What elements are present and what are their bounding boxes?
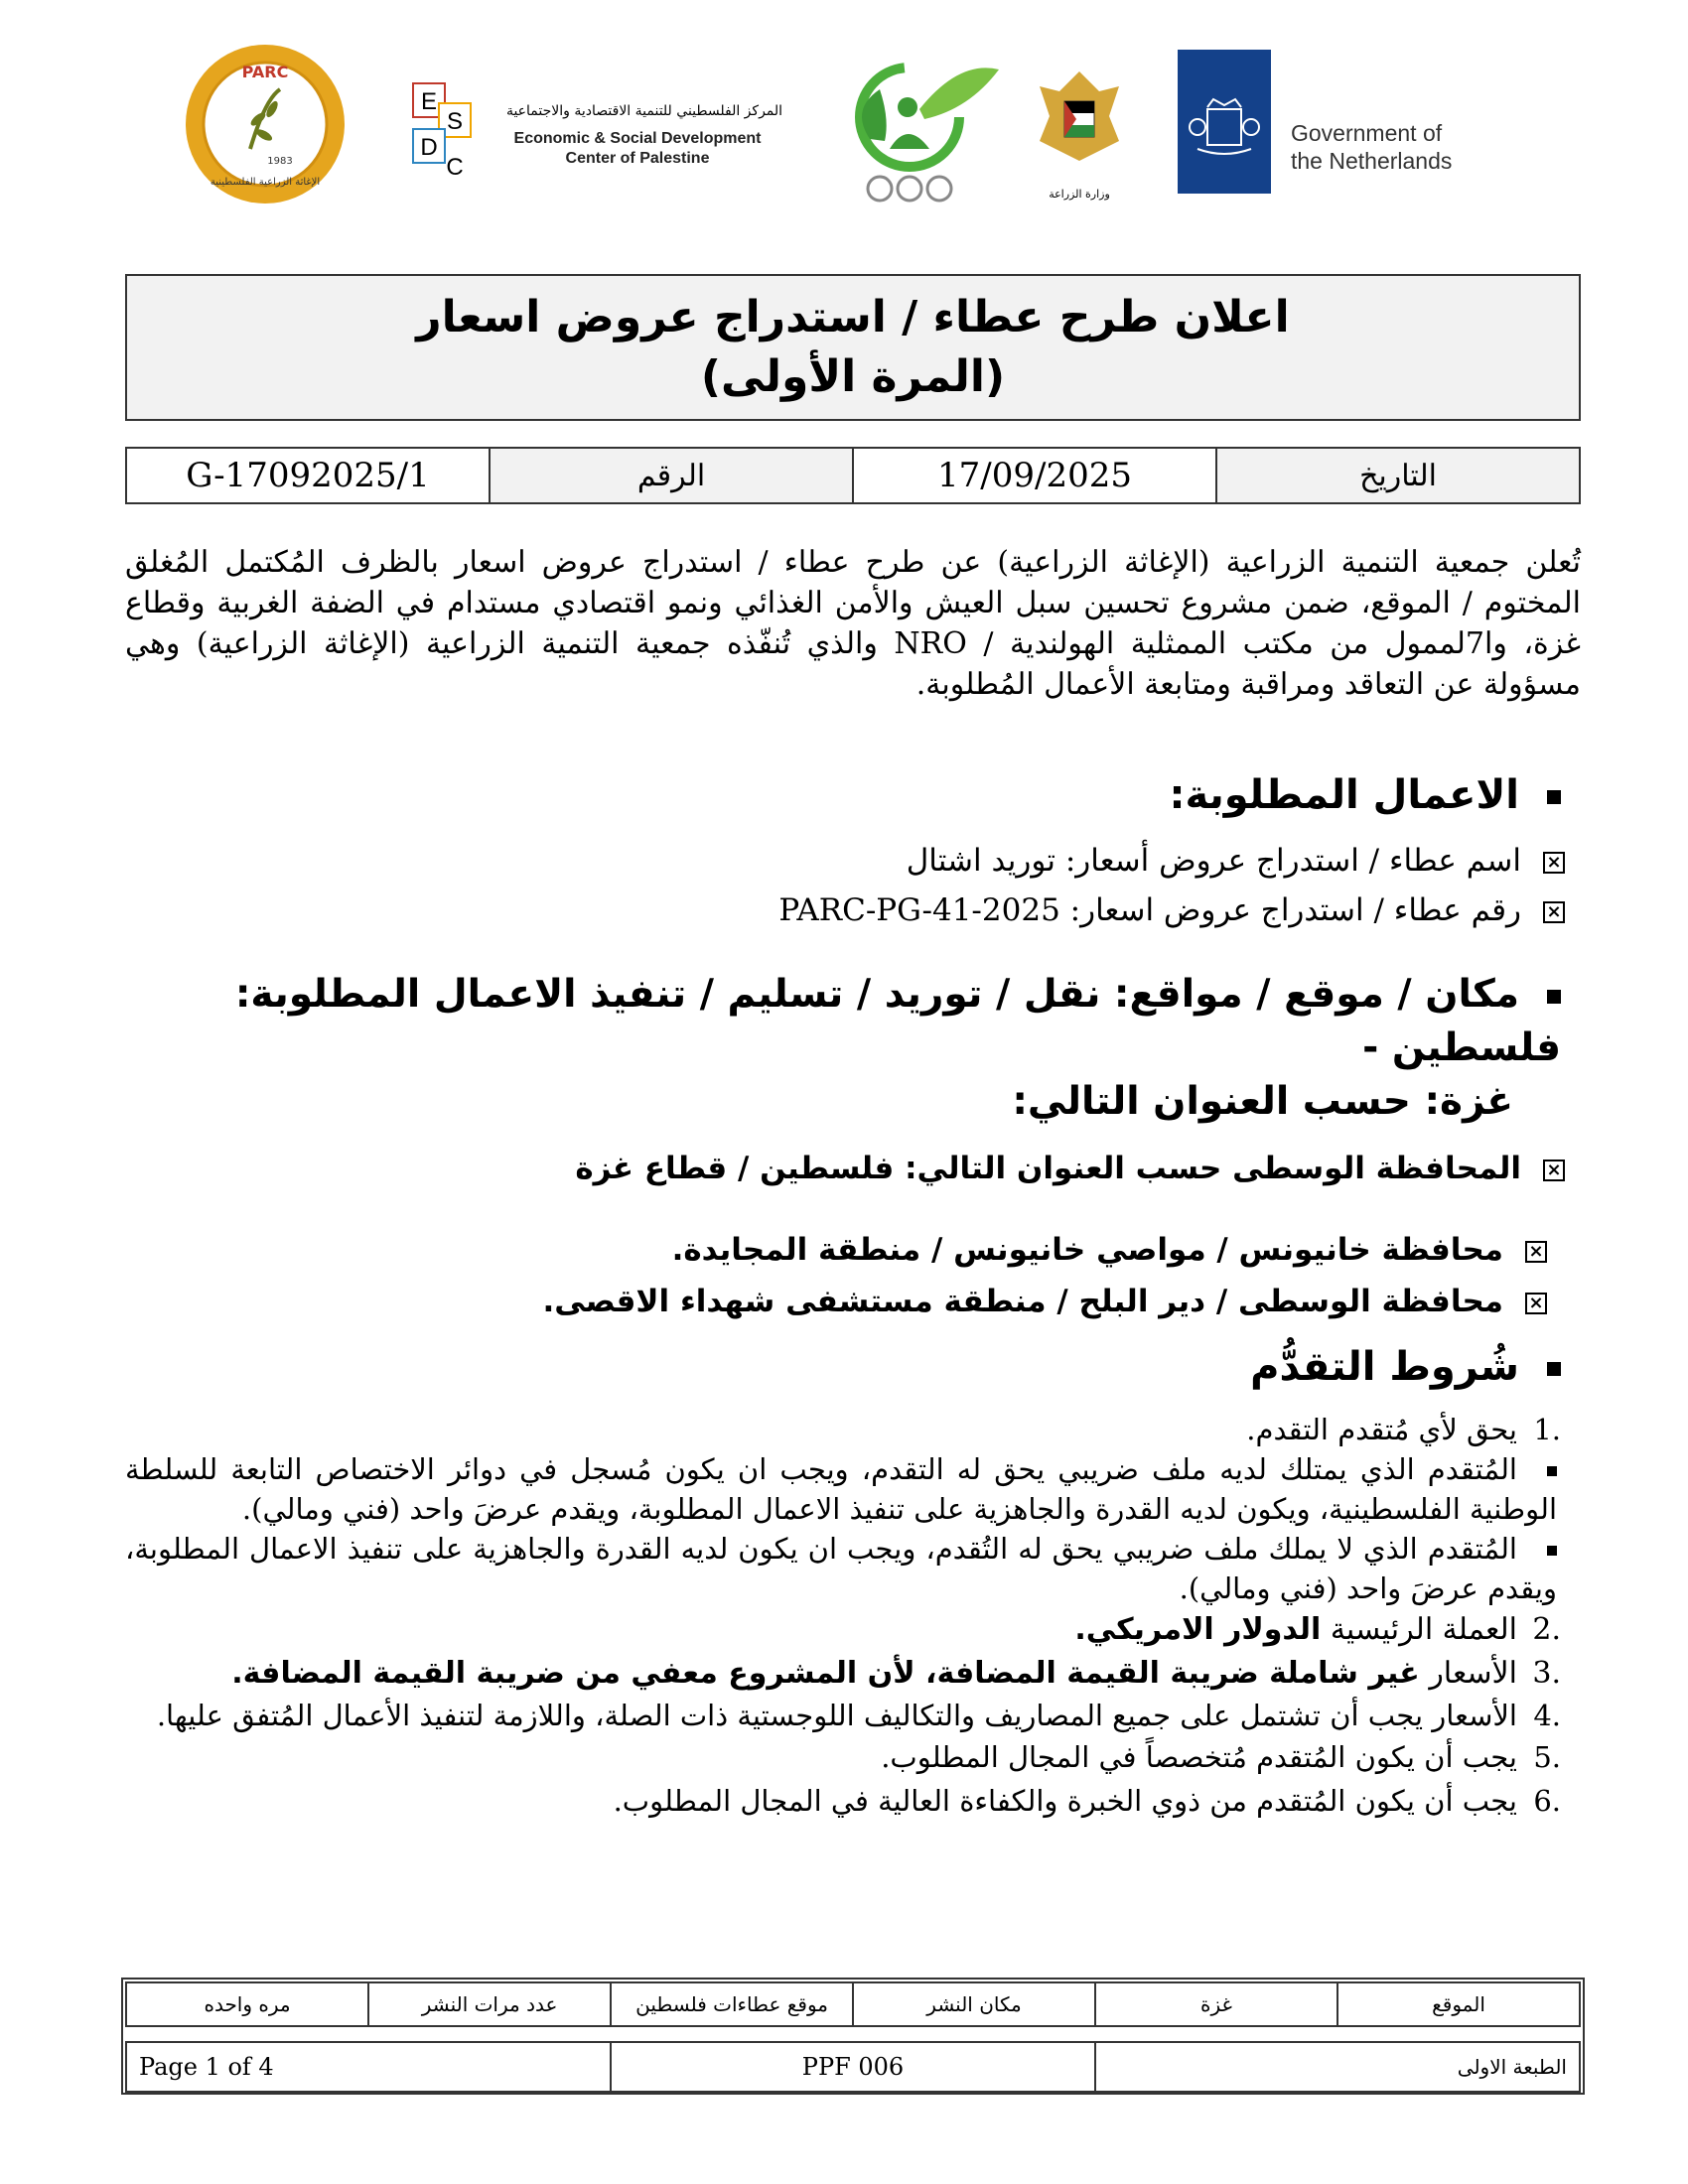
- esdc-logo: [409, 79, 786, 189]
- parc-name: PARC: [241, 63, 289, 81]
- number-label: الرقم: [490, 448, 853, 503]
- condition-text: المُتقدم الذي لا يملك ملف ضريبي يحق له التُقدم، ويجب ان يكون لديه القدرة والجاهزية على تنفيذ الاعمال المطلوبة، ويقدم عرضَ واحد (فني ومالي).: [125, 1532, 1557, 1605]
- condition-bold-text: الدولار الامريكي.: [1074, 1612, 1322, 1647]
- condition-1: [125, 1410, 1581, 1449]
- footer-cell: عدد مرات النشر: [368, 1982, 611, 2026]
- footer-publication-table: [125, 1981, 1581, 2027]
- location-sub-item-text: محافظة الوسطى / دير البلح / منطقة مستشفى شهداء الاقصى.: [542, 1284, 1503, 1319]
- edition-cell: الطبعة الاولى: [1095, 2042, 1580, 2092]
- square-bullet-icon: [1547, 790, 1561, 804]
- condition-text: الأسعار يجب أن تشتمل على جميع المصاريف والتكاليف اللوجستية ذات الصلة، واللازمة لتنفيذ الأعمال المُتفق عليها.: [156, 1699, 1517, 1732]
- condition-4: [125, 1696, 1581, 1735]
- condition-number: .3: [1532, 1656, 1561, 1691]
- esdc-arabic-name: المركز الفلسطيني للتنمية الاقتصادية والاجتماعية: [505, 103, 783, 119]
- ministry-of-agriculture-logo: [1025, 62, 1134, 201]
- esdc-letter-c: C: [446, 154, 464, 181]
- works-item: [125, 836, 1581, 886]
- date-label: التاريخ: [1216, 448, 1580, 503]
- location-heading-line2: غزة: حسب العنوان التالي:: [1012, 1079, 1513, 1124]
- condition-number: .4: [1533, 1699, 1561, 1732]
- esdc-letter-d: D: [420, 134, 438, 161]
- location-section: [125, 968, 1581, 1327]
- works-item: [125, 886, 1581, 935]
- small-square-bullet-icon: [1547, 1546, 1557, 1556]
- title-line1: اعلان طرح عطاء / استدراج عروض اسعار: [416, 292, 1290, 342]
- location-main-item-text: المحافظة الوسطى حسب العنوان التالي: فلسطين / قطاع غزة: [575, 1151, 1521, 1186]
- esdc-en-line2: Center of Palestine: [565, 150, 710, 167]
- page-number-cell: Page 1 of 4: [126, 2042, 611, 2092]
- condition-number: .6: [1533, 1784, 1561, 1818]
- condition-bold-text: غير شاملة ضريبة القيمة المضافة، لأن المشروع معفي من ضريبة القيمة المضافة.: [231, 1656, 1420, 1691]
- condition-text: العملة الرئيسية: [1321, 1612, 1517, 1647]
- netherlands-coat-of-arms: [1178, 50, 1271, 194]
- works-heading: [125, 768, 1581, 822]
- works-heading-text: الاعمال المطلوبة:: [1169, 772, 1519, 818]
- works-item-text: اسم عطاء / استدراج عروض أسعار: توريد اشتال: [906, 843, 1521, 879]
- ministry-caption: وزارة الزراعة: [1049, 188, 1110, 201]
- footer-form-table: [125, 2041, 1581, 2093]
- form-code-cell: PPF 006: [611, 2042, 1095, 2092]
- footer-cell: الموقع: [1337, 1982, 1580, 2026]
- works-section: [125, 768, 1581, 935]
- location-main-item: [125, 1143, 1581, 1194]
- location-heading: [125, 968, 1581, 1075]
- netherlands-line1: Government of: [1291, 120, 1443, 146]
- esdc-letter-e: E: [420, 88, 438, 115]
- location-sub-item: [125, 1276, 1581, 1327]
- condition-number: .1: [1533, 1413, 1561, 1446]
- condition-number: .2: [1532, 1612, 1561, 1647]
- date-value: 17/09/2025: [853, 448, 1216, 503]
- number-value: G-17092025/1: [126, 448, 490, 503]
- parc-logo: [181, 40, 350, 208]
- square-bullet-icon: [1547, 990, 1561, 1004]
- checkbox-x-icon: ×: [1543, 1160, 1565, 1181]
- small-square-bullet-icon: [1547, 1466, 1557, 1476]
- intro-paragraph: تُعلن جمعية التنمية الزراعية (الإغاثة الزراعية) عن طرح عطاء / استدراج عروض اسعار بالظرف المُكتمل المُغلق المختوم / الموقع، ضمن مشروع تحسين سبل العيش والأمن الغذائي ونمو اقتصادي مستدام في الضفة الغربية وقطاع غزة، وا7لممول من مكتب الممثلية الهولندية / NRO والذي تُنفّذه جمعية التنمية الزراعية (الإغاثة الزراعية) وهي مسؤولة عن التعاقد ومراقبة ومتابعة الأعمال المُطلوبة.: [125, 545, 1581, 702]
- square-bullet-icon: [1547, 1362, 1561, 1376]
- location-heading-line1: مكان / موقع / مواقع: نقل / توريد / تسليم / تنفيذ الاعمال المطلوبة: فلسطين -: [234, 972, 1561, 1070]
- footer-cell: مكان النشر: [853, 1982, 1095, 2026]
- condition-text: يحق لأي مُتقدم التقدم.: [1246, 1413, 1517, 1446]
- parc-ar-text: الإغاثة الزراعية الفلسطينية: [210, 177, 321, 188]
- title-line2: (المرة الأولى): [700, 351, 1006, 402]
- conditions-section: [125, 1340, 1581, 1823]
- project-green-logo: [830, 50, 1009, 208]
- condition-6: [125, 1779, 1581, 1823]
- checkbox-x-icon: ×: [1543, 901, 1565, 923]
- footer-cell: غزة: [1095, 1982, 1337, 2026]
- condition-text: يجب أن يكون المُتقدم من ذوي الخبرة والكفاءة العالية في المجال المطلوب.: [613, 1784, 1517, 1818]
- esdc-english-name: [489, 129, 786, 169]
- condition-text: يجب أن يكون المُتقدم مُتخصصاً في المجال المطلوب.: [881, 1740, 1517, 1774]
- location-sub-item: [125, 1224, 1581, 1276]
- esdc-letter-s: S: [446, 108, 464, 135]
- announcement-title: [125, 274, 1581, 421]
- condition-3: [125, 1652, 1581, 1696]
- netherlands-line2: the Netherlands: [1291, 148, 1453, 174]
- checkbox-x-icon: ×: [1525, 1241, 1547, 1263]
- condition-text: المُتقدم الذي يمتلك لديه ملف ضريبي يحق له التقدم، ويجب ان يكون مُسجل في دوائر الاختصاص التابعة للسلطة الوطنية الفلسطينية، ويكون لديه القدرة والجاهزية على تنفيذ الاعمال المطلوبة، ويقدم عرضَ واحد (فني ومالي).: [125, 1452, 1557, 1526]
- checkbox-x-icon: ×: [1543, 852, 1565, 874]
- condition-5: [125, 1735, 1581, 1779]
- parc-year: 1983: [267, 156, 293, 167]
- footer-cell: موقع عطاءات فلسطين: [611, 1982, 853, 2026]
- netherlands-name: [1291, 119, 1509, 175]
- condition-1a: [125, 1449, 1581, 1529]
- conditions-heading-text: شُروط التقدُّم: [1250, 1344, 1519, 1390]
- conditions-heading: [125, 1340, 1581, 1394]
- condition-number: .5: [1533, 1740, 1561, 1774]
- works-item-text: رقم عطاء / استدراج عروض اسعار: PARC-PG-41-2025: [778, 892, 1521, 928]
- footer-cell: مره واحده: [126, 1982, 368, 2026]
- condition-2: [125, 1608, 1581, 1652]
- esdc-en-line1: Economic & Social Development: [513, 130, 762, 147]
- info-table: [125, 447, 1581, 504]
- location-sub-item-text: محافظة خانيونس / مواصي خانيونس / منطقة المجايدة.: [671, 1232, 1503, 1268]
- logo-row: [119, 40, 1569, 218]
- checkbox-x-icon: ×: [1525, 1293, 1547, 1314]
- condition-1b: [125, 1529, 1581, 1608]
- condition-text: الأسعار: [1419, 1656, 1517, 1691]
